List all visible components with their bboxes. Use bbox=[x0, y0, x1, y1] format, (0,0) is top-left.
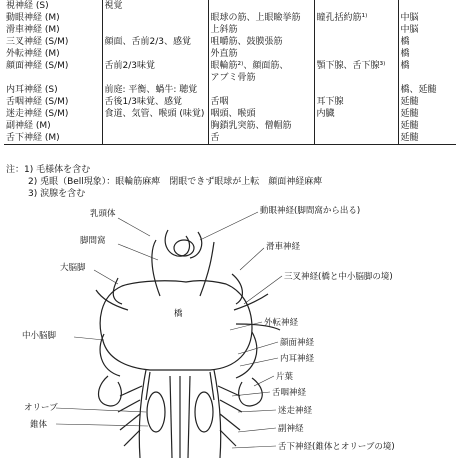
label-glossopharyngeal: 舌咽神経 bbox=[272, 388, 307, 398]
table-row bbox=[4, 60, 456, 72]
table-cell-f4: 橋、延髄 bbox=[398, 84, 456, 96]
table-cell-f2: 外直筋 bbox=[208, 48, 314, 60]
table-cell-name: 舌咽神経 (S/M) bbox=[6, 97, 69, 107]
table-cell-f3 bbox=[314, 0, 398, 12]
label-mammillary-body: 乳頭体 bbox=[90, 209, 116, 219]
table-cell-f1 bbox=[102, 72, 208, 84]
table-row bbox=[4, 96, 456, 108]
table-cell-f1 bbox=[102, 120, 208, 132]
table-cell-f4: 中脳 bbox=[398, 12, 456, 24]
table-cell-f2: 眼球の筋、上眼瞼挙筋 bbox=[208, 12, 314, 24]
table-row bbox=[4, 0, 456, 12]
footnotes bbox=[6, 164, 322, 200]
table-cell-name: 視神経 (S) bbox=[6, 1, 49, 11]
table-cell-f4: 延髄 bbox=[398, 132, 456, 145]
table-cell-f2: 胸鎖乳突筋、僧帽筋 bbox=[208, 120, 314, 132]
table-cell-f4: 中脳 bbox=[398, 24, 456, 36]
label-trigeminal: 三叉神経(橋と中小脳脚の境) bbox=[284, 272, 393, 282]
table-cell-f3: 内臓 bbox=[314, 108, 398, 120]
label-flocculus: 片葉 bbox=[276, 372, 294, 382]
table-cell-f1 bbox=[102, 132, 208, 145]
table-cell-f3 bbox=[314, 72, 398, 84]
table-cell-name bbox=[4, 72, 102, 84]
table-cell-f3: 顎下腺、舌下腺³⁾ bbox=[314, 60, 398, 72]
table-cell-f1: 食道、気管、喉頭 (味覚) bbox=[102, 108, 208, 120]
table-cell-f2: 咽頭、喉頭 bbox=[208, 108, 314, 120]
table-cell-name: 滑車神経 (M) bbox=[6, 25, 60, 35]
table-cell-f1 bbox=[102, 12, 208, 24]
table-cell-name: 舌下神経 (M) bbox=[4, 132, 102, 145]
table-cell-f3 bbox=[314, 24, 398, 36]
table-row bbox=[4, 48, 456, 60]
brainstem-figure bbox=[0, 200, 460, 460]
table-cell-f3 bbox=[314, 48, 398, 60]
table-cell-f3 bbox=[314, 36, 398, 48]
table-cell-f4: 延髄 bbox=[398, 120, 456, 132]
label-facial: 顔面神経 bbox=[280, 338, 315, 348]
table-cell-f1: 前庭: 平衡、蝸牛: 聴覚 bbox=[102, 84, 208, 96]
table-cell-f1: 視覚 bbox=[102, 0, 208, 12]
table-cell-f4: 橋 bbox=[398, 48, 456, 60]
table-row bbox=[4, 12, 456, 24]
label-trochlear: 滑車神経 bbox=[266, 242, 301, 252]
label-abducens: 外転神経 bbox=[264, 318, 299, 328]
table-cell-f2: アブミ骨筋 bbox=[208, 72, 314, 84]
table-cell-f4: 橋 bbox=[398, 36, 456, 48]
table-cell-f1: 舌前2/3味覚 bbox=[102, 60, 208, 72]
table-cell-f4: 延髄 bbox=[398, 96, 456, 108]
table-cell-f2: 上斜筋 bbox=[208, 24, 314, 36]
label-olive: オリーブ bbox=[24, 403, 58, 413]
table-row bbox=[4, 120, 456, 132]
table-cell-name: 外転神経 (M) bbox=[6, 49, 60, 59]
table-cell-name: 三叉神経 (S/M) bbox=[6, 37, 69, 47]
footnote-3: 3) 涙腺を含む bbox=[28, 189, 86, 199]
label-middle-cerebellar-peduncle: 中小脳脚 bbox=[22, 331, 57, 341]
label-cerebral-peduncle: 大脳脚 bbox=[60, 263, 86, 273]
table-cell-name: 副神経 (M) bbox=[6, 121, 51, 131]
leader-lines bbox=[56, 212, 282, 448]
table-cell-f1 bbox=[102, 48, 208, 60]
table-row bbox=[4, 24, 456, 36]
table-cell-f2: 眼輪筋²⁾、顔面筋、 bbox=[208, 60, 314, 72]
table-row bbox=[4, 36, 456, 48]
label-interpeduncular-fossa: 脚間窩 bbox=[80, 236, 106, 246]
label-hypoglossal: 舌下神経(錐体とオリーブの境) bbox=[278, 442, 395, 452]
table-cell-f1 bbox=[102, 24, 208, 36]
table-cell-f2 bbox=[208, 84, 314, 96]
table-cell-f4: 延髄 bbox=[398, 108, 456, 120]
table-cell-f2: 舌 bbox=[208, 132, 314, 145]
table-cell-f3: 瞳孔括約筋¹⁾ bbox=[314, 12, 398, 24]
label-pons: 橋 bbox=[174, 309, 183, 319]
table-row bbox=[4, 84, 456, 96]
label-oculomotor: 動眼神経(脚間窩から出る) bbox=[260, 206, 361, 216]
cranial-nerve-table bbox=[4, 0, 456, 145]
table-cell-f3 bbox=[314, 120, 398, 132]
table-cell-f4 bbox=[398, 0, 456, 12]
table-cell-f3 bbox=[314, 132, 398, 145]
label-accessory: 副神経 bbox=[278, 424, 304, 434]
table-cell-f4 bbox=[398, 72, 456, 84]
table-cell-name: 内耳神経 (S) bbox=[6, 85, 58, 95]
table-cell-f2 bbox=[208, 0, 314, 12]
label-vestibulocochlear: 内耳神経 bbox=[280, 354, 315, 364]
footnote-2: 2) 兎眼（Bell現象）：眼輪筋麻痺 閉眼できず眼球が上転 顔面神経麻痺 bbox=[28, 177, 323, 187]
table-cell-name: 動眼神経 (M) bbox=[6, 13, 60, 23]
table-cell-name: 顔面神経 (S/M) bbox=[6, 61, 69, 71]
table-cell-f3: 耳下腺 bbox=[314, 96, 398, 108]
table-row bbox=[4, 72, 456, 84]
label-vagus: 迷走神経 bbox=[278, 406, 313, 416]
table-cell-f2: 咀嚼筋、鼓膜張筋 bbox=[208, 36, 314, 48]
table-cell-f1: 顔面、舌前2/3、感覚 bbox=[102, 36, 208, 48]
table-cell-f2: 舌咽 bbox=[208, 96, 314, 108]
table-cell-f1: 舌後1/3味覚、感覚 bbox=[102, 96, 208, 108]
table-row bbox=[4, 108, 456, 120]
table-cell-name: 迷走神経 (S/M) bbox=[6, 109, 69, 119]
label-pyramid: 錐体 bbox=[30, 420, 48, 430]
brainstem-drawing bbox=[96, 230, 280, 458]
footnote-1: 注：1) 毛様体を含む bbox=[6, 165, 91, 175]
table-cell-f3 bbox=[314, 84, 398, 96]
table-cell-f4: 橋 bbox=[398, 60, 456, 72]
table-row bbox=[4, 132, 456, 145]
